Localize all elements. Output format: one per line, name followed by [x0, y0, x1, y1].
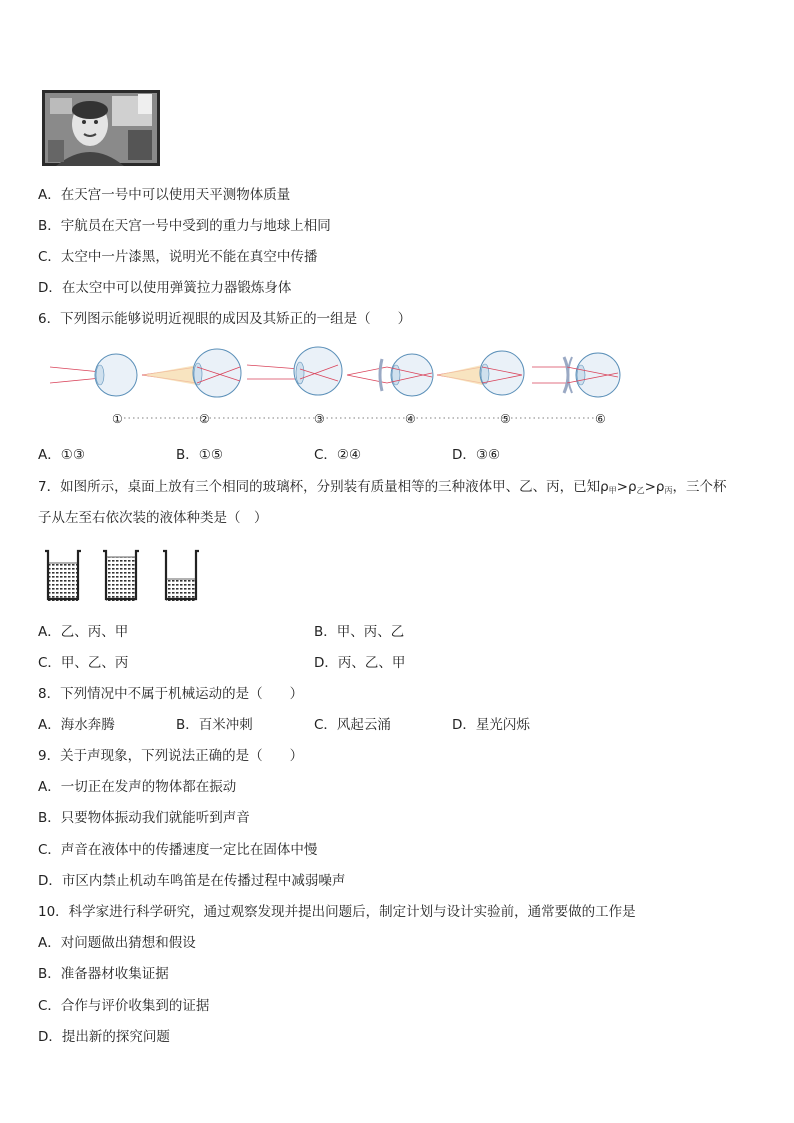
q5-option-a[interactable]: A．在天宫一号中可以使用天平测物体质量: [38, 187, 291, 203]
q8-option-a[interactable]: A．海水奔腾: [38, 717, 115, 733]
q7-option-b[interactable]: B．甲、丙、乙: [314, 624, 405, 640]
q9-stem: 9．关于声现象，下列说法正确的是（ ）: [38, 748, 304, 764]
q9-option-d[interactable]: D．市区内禁止机动车鸣笛是在传播过程中减弱噪声: [38, 873, 346, 889]
glass-cups-figure: [40, 547, 210, 603]
q5-option-b[interactable]: B．宇航员在天宫一号中受到的重力与地球上相同: [38, 218, 331, 234]
q8-stem: 8．下列情况中不属于机械运动的是（ ）: [38, 686, 304, 702]
figure-label-6: ⑥: [595, 412, 606, 426]
q7-stem-line1: 7．如图所示，桌面上放有三个相同的玻璃杯，分别装有质量相等的三种液体甲、乙、丙，已知$\rho_甲>\rho_乙>\rho_丙$，三个杯: [38, 479, 727, 495]
q10-option-b[interactable]: B．准备器材收集证据: [38, 966, 169, 982]
figure-label-1: ①: [112, 412, 123, 426]
q7-stem-line2: 子从左至右依次装的液体种类是（ ）: [38, 510, 268, 526]
figure-label-2: ②: [199, 412, 210, 426]
q10-option-a[interactable]: A．对问题做出猜想和假设: [38, 935, 196, 951]
q5-option-d[interactable]: D．在太空中可以使用弹簧拉力器锻炼身体: [38, 280, 292, 296]
q9-option-a[interactable]: A．一切正在发声的物体都在振动: [38, 779, 237, 795]
q8-option-d[interactable]: D．星光闪烁: [452, 717, 530, 733]
q6-option-b[interactable]: B．①⑤: [176, 447, 223, 463]
q9-option-c[interactable]: C．声音在液体中的传播速度一定比在固体中慢: [38, 842, 318, 858]
q7-option-c[interactable]: C．甲、乙、丙: [38, 655, 129, 671]
q10-stem: 10．科学家进行科学研究，通过观察发现并提出问题后，制定计划与设计实验前，通常要做的工作是: [38, 904, 636, 920]
q7-option-a[interactable]: A．乙、丙、甲: [38, 624, 129, 640]
eye-diagram-4: [347, 354, 433, 396]
q8-option-c[interactable]: C．风起云涌: [314, 717, 391, 733]
cup-2: [103, 551, 139, 601]
q5-option-c[interactable]: C．太空中一片漆黑，说明光不能在真空中传播: [38, 249, 318, 265]
q10-option-d[interactable]: D．提出新的探究问题: [38, 1029, 170, 1045]
eye-diagram-1: [50, 354, 137, 396]
eye-diagram-2: [142, 349, 241, 397]
cup-1: [45, 551, 81, 601]
q6-option-c[interactable]: C．②④: [314, 447, 362, 463]
eye-diagram-3: [247, 347, 342, 395]
cup-3: [163, 551, 199, 601]
eye-diagram-6: [532, 353, 620, 397]
q6-stem: 6．下列图示能够说明近视眼的成因及其矫正的一组是（ ）: [38, 311, 412, 327]
eye-diagram-5: [437, 351, 524, 395]
q6-option-a[interactable]: A．①③: [38, 447, 85, 463]
q8-option-b[interactable]: B．百米冲刺: [176, 717, 253, 733]
q10-option-c[interactable]: C．合作与评价收集到的证据: [38, 998, 210, 1014]
eye-diagrams-figure: [42, 345, 632, 435]
q6-option-d[interactable]: D．③⑥: [452, 447, 501, 463]
q7-option-d[interactable]: D．丙、乙、甲: [314, 655, 406, 671]
figure-label-5: ⑤: [500, 412, 511, 426]
astronaut-photo: [42, 90, 160, 166]
figure-label-3: ③: [314, 412, 325, 426]
figure-label-4: ④: [405, 412, 416, 426]
q9-option-b[interactable]: B．只要物体振动我们就能听到声音: [38, 810, 250, 826]
